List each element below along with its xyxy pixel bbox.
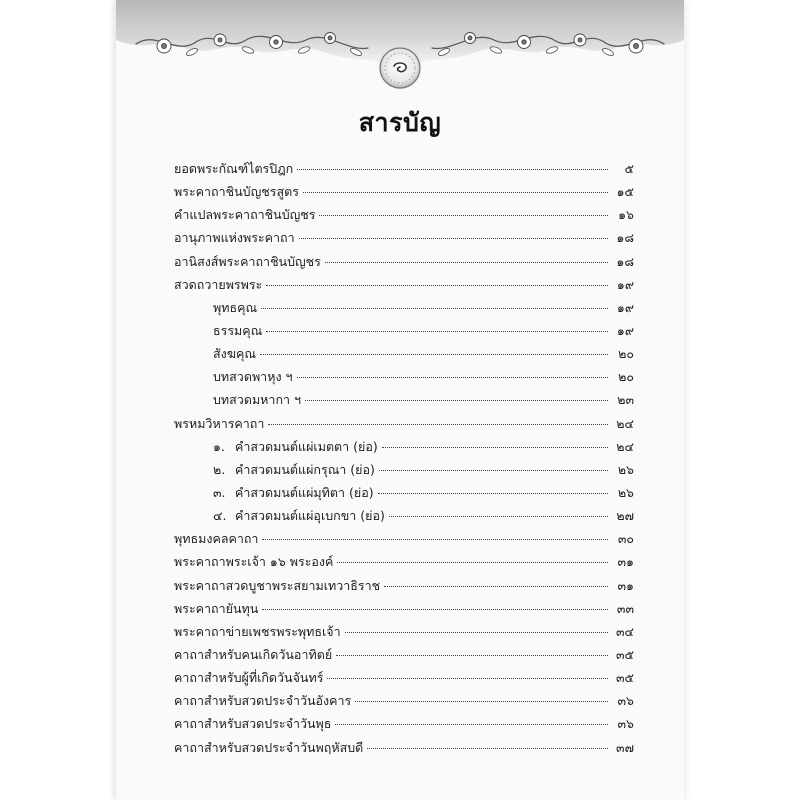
page-title: สารบัญ: [358, 108, 442, 137]
toc-entry: [174, 666, 634, 689]
toc-entry-label: พุทธคุณ: [213, 299, 258, 315]
toc-entry-label: พระคาถาสวดบูชาพระสยามเทวาธิราช: [174, 577, 381, 593]
toc-entry-page-number: ๓๑: [617, 554, 634, 570]
toc-entry-label: พระคาถาพระเจ้า ๑๖ พระองค์: [174, 554, 334, 570]
toc-entry-label: คาถาสำหรับสวดประจำวันอังคาร: [174, 693, 352, 709]
toc-entry-number: ๑.: [213, 438, 225, 454]
dot-leader: [355, 700, 608, 702]
dot-leader: [345, 631, 608, 633]
toc-entry: [174, 319, 634, 342]
toc-entry-page-number: ๓๕: [615, 670, 634, 686]
toc-entry: [174, 296, 634, 319]
toc-entry-label: พระคาถาข่ายเพชรพระพุทธเจ้า: [174, 623, 341, 639]
toc-entry: [174, 250, 634, 273]
toc-entry-page-number: ๑๘: [616, 253, 634, 269]
dot-leader: [325, 261, 608, 263]
toc-entry-label: คาถาสำหรับสวดประจำวันพฤหัสบดี: [174, 739, 364, 755]
decorative-header: [116, 0, 684, 96]
dot-leader: [266, 284, 608, 286]
dot-leader: [266, 330, 608, 332]
toc-entry-label: พุทธมงคลคาถา: [174, 531, 259, 547]
dot-leader: [327, 677, 608, 679]
toc-entry-page-number: ๒๗: [616, 508, 634, 524]
toc-entry-page-number: ๓๔: [615, 623, 634, 639]
toc-entry: [174, 736, 634, 759]
toc-entry-page-number: ๑๖: [618, 207, 634, 223]
toc-entry-page-number: ๒๐: [618, 369, 634, 385]
toc-entry-label: ยอดพระกัณฑ์ไตรปิฎก: [174, 161, 294, 176]
toc-entry: [174, 550, 634, 573]
dot-leader: [299, 237, 608, 239]
toc-entry: [174, 481, 634, 504]
toc-entry-label: บทสวดมหากา ฯ: [213, 392, 302, 408]
toc-entry: [174, 226, 634, 249]
toc-entry: [174, 689, 634, 712]
dot-leader: [297, 376, 608, 378]
book-page: [116, 0, 684, 800]
toc-entry-number: ๔.: [213, 508, 227, 524]
toc-entry-label: คำสวดมนต์แผ่เมตตา (ย่อ): [235, 438, 378, 454]
toc-entry-label: อานุภาพแห่งพระคาถา: [174, 230, 295, 246]
toc-entry-page-number: ๓๗: [616, 739, 634, 755]
toc-entry-label: คำสวดมนต์แผ่อุเบกขา (ย่อ): [235, 508, 385, 524]
toc-entry-page-number: ๑๘: [616, 230, 634, 246]
toc-entry-page-number: ๓๓: [616, 600, 634, 616]
table-of-contents: [174, 157, 634, 759]
toc-entry-page-number: ๒๐: [618, 346, 634, 362]
dot-leader: [297, 168, 608, 170]
toc-entry-page-number: ๑๙: [616, 276, 634, 292]
dot-leader: [262, 538, 608, 540]
dot-leader: [262, 608, 608, 610]
toc-entry-page-number: ๒๔: [616, 415, 634, 431]
toc-entry-page-number: ๓๕: [615, 646, 634, 662]
toc-entry-page-number: ๓๑: [617, 577, 634, 593]
toc-entry: [174, 458, 634, 481]
toc-entry: [174, 203, 634, 226]
toc-entry-label: คำแปลพระคาถาชินบัญชร: [174, 207, 316, 223]
dot-leader: [336, 654, 608, 656]
toc-entry-number: ๓.: [213, 484, 226, 500]
toc-entry-label: คาถาสำหรับคนเกิดวันอาทิตย์: [174, 646, 333, 662]
toc-entry-label: ธรรมคุณ: [213, 322, 263, 338]
toc-entry: [174, 620, 634, 643]
toc-entry: [174, 712, 634, 735]
toc-entry-label: บทสวดพาหุง ฯ: [213, 369, 293, 385]
toc-entry: [174, 504, 634, 527]
dot-leader: [389, 515, 608, 517]
toc-entry: [174, 527, 634, 550]
toc-entry: [174, 388, 634, 411]
toc-entry-page-number: ๒๔: [616, 438, 634, 454]
toc-entry: [174, 597, 634, 620]
dot-leader: [319, 214, 608, 216]
dot-leader: [335, 723, 608, 725]
toc-entry-label: คาถาสำหรับผู้ที่เกิดวันจันทร์: [174, 670, 324, 686]
toc-entry: [174, 643, 634, 666]
dot-leader: [379, 469, 608, 471]
toc-entry-label: คาถาสำหรับสวดประจำวันพุธ: [174, 716, 332, 732]
dot-leader: [303, 191, 608, 193]
toc-entry: [174, 273, 634, 296]
toc-entry-label: คำสวดมนต์แผ่กรุณา (ย่อ): [235, 461, 375, 477]
toc-entry-page-number: ๕: [624, 161, 634, 176]
toc-entry-page-number: ๑๕: [616, 184, 634, 200]
toc-entry: [174, 574, 634, 597]
dot-leader: [260, 353, 608, 355]
dot-leader: [261, 307, 608, 309]
toc-entry: [174, 365, 634, 388]
toc-entry-page-number: ๑๙: [616, 299, 634, 315]
toc-entry-page-number: ๒๓: [617, 392, 634, 408]
toc-entry: [174, 157, 634, 180]
toc-entry: [174, 342, 634, 365]
toc-entry-label: พระคาถายันทุน: [174, 600, 259, 616]
toc-entry-label: สวดถวายพรพระ: [174, 276, 263, 292]
dot-leader: [337, 561, 608, 563]
toc-entry-label: พระคาถาชินบัญชรสูตร: [174, 184, 299, 200]
dot-leader: [378, 492, 608, 494]
floral-ornament: [116, 0, 684, 96]
toc-entry: [174, 180, 634, 203]
toc-entry-page-number: ๑๙: [616, 322, 634, 338]
page-number-medallion: [380, 48, 420, 88]
toc-entry-page-number: ๒๖: [617, 484, 634, 500]
dot-leader: [268, 423, 608, 425]
dot-leader: [384, 585, 608, 587]
toc-entry-page-number: ๓๖: [617, 693, 634, 709]
toc-entry-page-number: ๒๖: [617, 461, 634, 477]
toc-entry: [174, 435, 634, 458]
toc-entry-label: สังฆคุณ: [213, 346, 256, 362]
toc-entry-page-number: ๓๖: [617, 716, 634, 732]
toc-entry-label: คำสวดมนต์แผ่มุทิตา (ย่อ): [235, 484, 374, 500]
toc-entry-label: พรหมวิหารคาถา: [174, 415, 265, 431]
dot-leader: [305, 399, 608, 401]
dot-leader: [382, 446, 608, 448]
toc-entry-label: อานิสงส์พระคาถาชินบัญชร: [174, 253, 321, 269]
toc-entry-page-number: ๓๐: [617, 531, 634, 547]
toc-entry: [174, 412, 634, 435]
toc-entry-number: ๒.: [213, 461, 226, 477]
dot-leader: [367, 747, 608, 749]
